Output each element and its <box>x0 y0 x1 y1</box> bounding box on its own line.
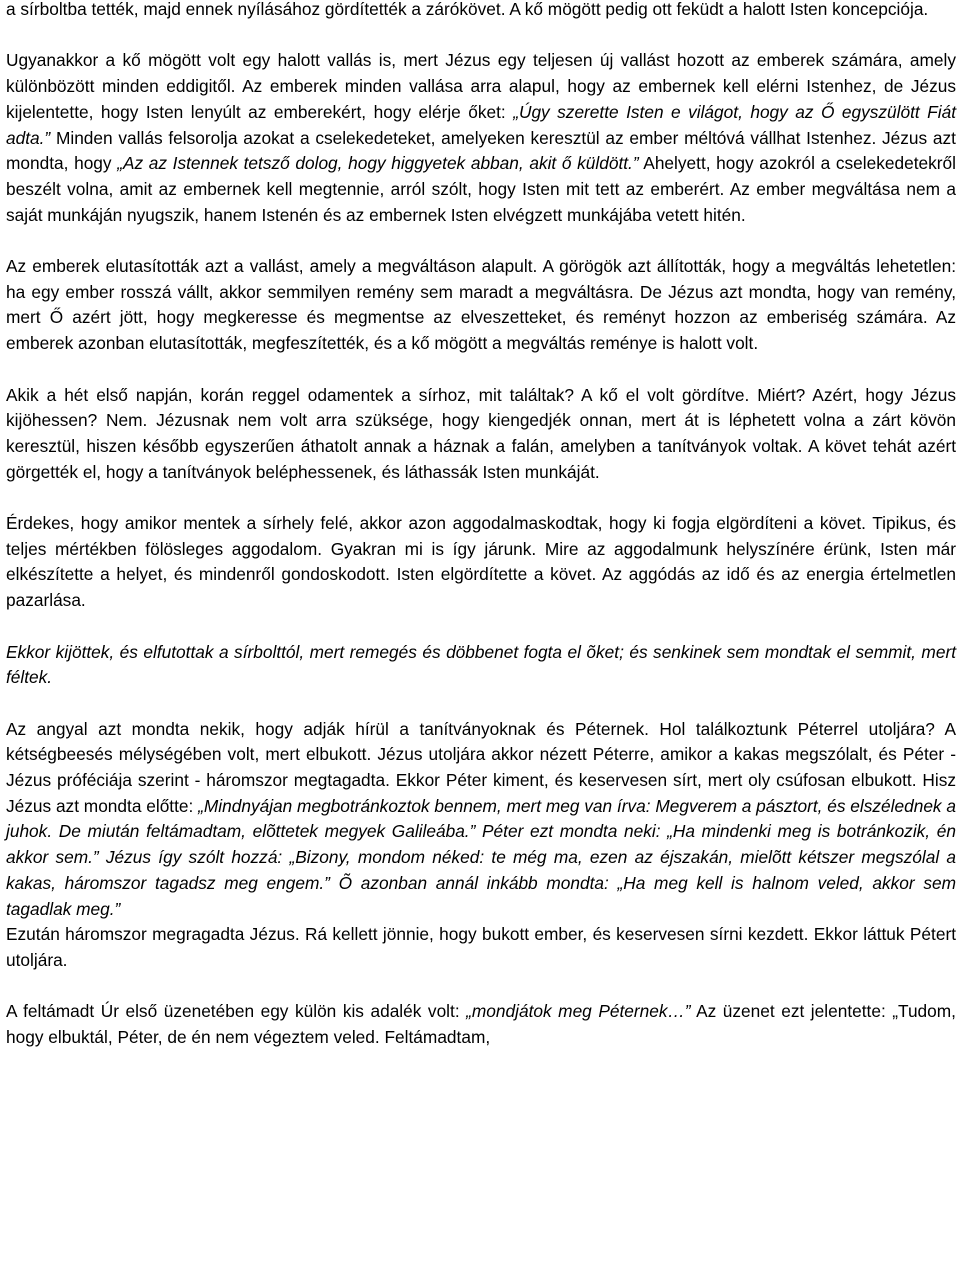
paragraph-3 <box>6 254 956 357</box>
text-run: Érdekes, hogy amikor mentek a sírhely felé, akkor azon aggodalmaskodtak, hogy ki fogja elgördíteni a követ. Tipikus, és teljes mértékben fölösleges aggodalom. Gyakran mi is így járunk. Mire az aggodalmunk helyszínére érünk, Isten már elkészítette a helyet, és mindenről gondoskodott. Isten elgördítette a követ. Az aggódás az idő és az energia értelmetlen pazarlása. <box>6 513 956 611</box>
text-run: Az üzenet ezt jelentette: „Tudom, hogy elbuktál, Péter, de én nem végeztem veled. Feltámadtam, <box>6 1001 956 1048</box>
paragraph-1 <box>6 0 956 23</box>
paragraph-2 <box>6 48 956 228</box>
paragraph-5 <box>6 511 956 614</box>
bible-quote: Ekkor kijöttek, és elfutottak a sírbolttól, mert remegés és döbbenet fogta el õket; és senkinek sem mondtak el semmit, mert féltek. <box>6 641 956 688</box>
paragraph-4 <box>6 383 956 486</box>
paragraph-9 <box>6 999 956 1050</box>
bible-quote: „Úgy szerette Isten e világot, hogy az Ő egyszülött Fiát adta.” <box>6 101 956 148</box>
text-run: Ahelyett, hogy azokról a cselekedetekről beszélt volna, amit az embernek kell megtennie, arról szólt, hogy Isten mit tett az emberért. Az ember megváltása nem a saját munkáján nyugszik, hanem Istenén és az embernek Isten elvégzett munkájába vetett hitén. <box>6 153 956 225</box>
text-run: Ugyanakkor a kő mögött volt egy halott vallás is, mert Jézus egy teljesen új vallást hozott az emberek számára, amely különbözött minden eddigitől. Az emberek minden vallása arra alapul, hogy az embernek kell elérni Istenhez, de Jézus kijelentette, hogy Isten lenyúlt az emberekért, hogy elérje őket: <box>6 50 956 122</box>
text-run: Minden vallás felsorolja azokat a cselekedeteket, amelyeken keresztül az ember méltóvá vállhat Istenhez. Jézus azt mondta, hogy <box>6 127 956 174</box>
text-run: a sírboltba tették, majd ennek nyílásához gördítették a zárókövet. A kő mögött pedig ott feküdt a halott Isten koncepciója. <box>6 0 929 19</box>
paragraph-6 <box>6 640 956 691</box>
text-run: Az emberek elutasították azt a vallást, amely a megváltáson alapult. A görögök azt állították, hogy a megváltás lehetetlen: ha egy ember rosszá vállt, akkor semmilyen remény sem maradt a megváltásra. De Jézus azt mondta, hogy van remény, mert Ő azért jött, hogy megkeresse és megmentse az elveszetteket, és reményt hozzon az emberiség számára. Az emberek azonban elutasították, megfeszítették, és a kő mögött a megváltás reménye is halott volt. <box>6 256 956 354</box>
bible-quote: „mondjátok meg Péternek…” <box>466 1001 691 1022</box>
bible-quote: „Az az Istennek tetsző dolog, hogy higgyetek abban, akit ő küldött.” <box>117 153 639 174</box>
bible-quote: „Mindnyájan megbotránkoztok bennem, mert meg van írva: Megverem a pásztort, és elszélednek a juhok. De miután feltámadtam, elõttetek megyek Galileába.” Péter ezt mondta neki: „Ha mindenki meg is botránkozik, én akkor sem.” Jézus így szólt hozzá: „Bizony, mondom néked: te még ma, ezen az éjszakán, mielõtt kétszer megszólal a kakas, háromszor tagadsz meg engem.” Õ azonban annál inkább mondta: „Ha meg kell is halnom veled, akkor sem tagadlak meg.” <box>6 795 956 919</box>
paragraph-8 <box>6 922 956 973</box>
text-run: Az angyal azt mondta nekik, hogy adják hírül a tanítványoknak és Péternek. Hol találkoztunk Péterrel utoljára? A kétségbeesés mélységében volt, mert elbukott. Jézus utoljára akkor nézett Péterre, amikor a kakas megszólalt, és Péter - Jézus próféciája szerint - háromszor megtagadta. Ekkor Péter kiment, és keservesen sírt, mert oly csúfosan elbukott. Hisz Jézus azt mondta előtte: <box>6 718 956 816</box>
text-run: Ezután háromszor megragadta Jézus. Rá kellett jönnie, hogy bukott ember, és keservesen sírni kezdett. Ekkor láttuk Pétert utoljára. <box>6 924 956 970</box>
text-run: A feltámadt Úr első üzenetében egy külön kis adalék volt: <box>6 1001 467 1022</box>
text-run: Akik a hét első napján, korán reggel odamentek a sírhoz, mit találtak? A kő el volt gördítve. Miért? Azért, hogy Jézus kijöhessen? Nem. Jézusnak nem volt arra szüksége, hogy kiengedjék onnan, mert át is léphetett volna a zárt kövön keresztül, hiszen később egyszerűen áthatolt annak a háznak a falán, amelyben a tanítványok voltak. A követ tehát azért görgették el, hogy a tanítványok beléphessenek, és láthassák Isten munkáját. <box>6 384 956 482</box>
paragraph-7 <box>6 717 956 923</box>
